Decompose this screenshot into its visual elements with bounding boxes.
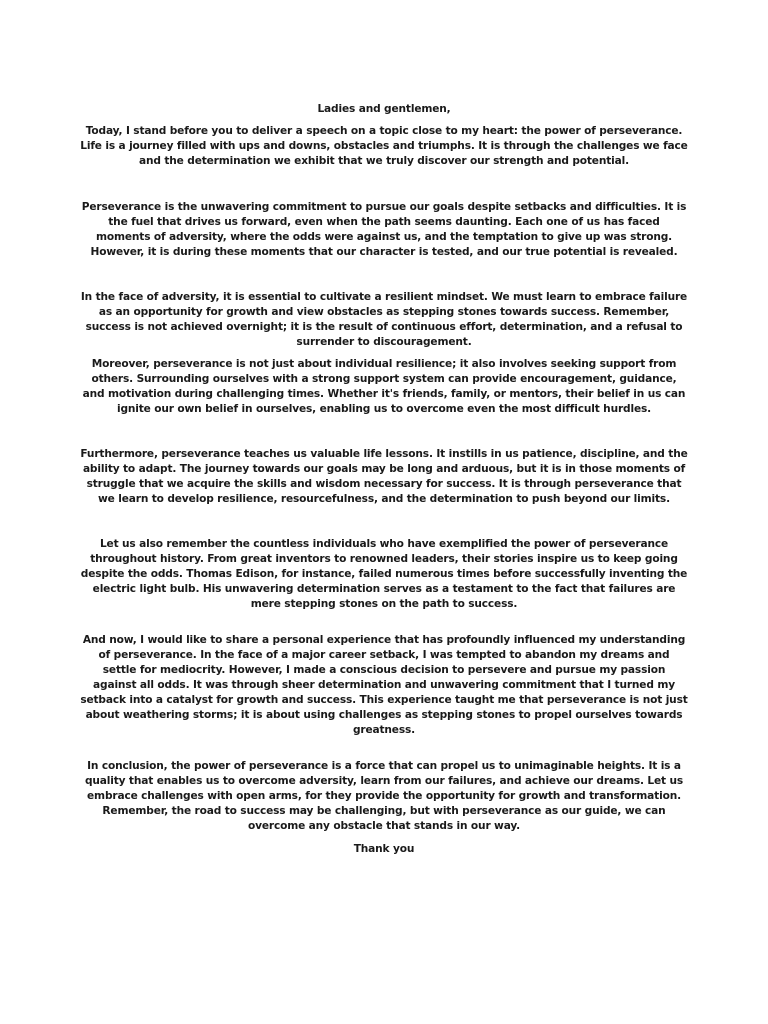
speech-paragraph-4: Moreover, perseverance is not just about individual resilience; it also involves seeking support from others. Surrounding ourselves with a strong support system can provide encouragement, guidance, and motivation during challenging times. Whether it's friends, family, or mentors, their belief in us can ignite our own belief in ourselves, enabling us to overcome even the most difficult hurdles. [82,358,686,415]
speech-paragraph-2: Perseverance is the unwavering commitment to pursue our goals despite setbacks and difficulties. It is the fuel that drives us forward, even when the path seems daunting. Each one of us has faced moments of adversity, where the odds were against us, and the temptation to give up was strong. However, it is during these moments that our character is tested, and our true potential is revealed. [81,201,687,258]
speech-paragraph-7: And now, I would like to share a personal experience that has profoundly influenced my understanding of perseverance. In the face of a major career setback, I was tempted to abandon my dreams and settle for mediocrity. However, I made a conscious decision to persevere and pursue my passion against all odds. It was through sheer determination and unwavering commitment that I turned my setback into a catalyst for growth and success. This experience taught me that perseverance is not just about weathering storms; it is about using challenges as stepping stones to propel ourselves towards greatness. [80,634,688,736]
speech-salutation: Ladies and gentlemen, [317,103,451,115]
speech-closing: Thank you [353,843,415,855]
speech-paragraph-8: In conclusion, the power of perseverance is a force that can propel us to unimaginable heights. It is a quality that enables us to overcome adversity, learn from our failures, and achieve our dreams. Let us embrace challenges with open arms, for they provide the opportunity for growth and transformation. Remember, the road to success may be challenging, but with perseverance as our guide, we can overcome any obstacle that stands in our way. [84,760,684,832]
speech-paragraph-6: Let us also remember the countless individuals who have exemplified the power of perseverance throughout history. From great inventors to renowned leaders, their stories inspire us to keep going despite the odds. Thomas Edison, for instance, failed numerous times before successfully inventing the electric light bulb. His unwavering determination serves as a testament to the fact that failures are mere stepping stones on the path to success. [80,538,688,610]
speech-paragraph-5: Furthermore, perseverance teaches us valuable life lessons. It instills in us patience, discipline, and the ability to adapt. The journey towards our goals may be long and arduous, but it is in those moments of struggle that we acquire the skills and wisdom necessary for success. It is through perseverance that we learn to develop resilience, resourcefulness, and the determination to push beyond our limits. [80,448,688,505]
speech-paragraph-1: Today, I stand before you to deliver a speech on a topic close to my heart: the power of perseverance. Life is a journey filled with ups and downs, obstacles and triumphs. It is through the challenges we face and the determination we exhibit that we truly discover our strength and potential. [80,125,688,167]
speech-paragraph-3: In the face of adversity, it is essential to cultivate a resilient mindset. We must learn to embrace failure as an opportunity for growth and view obstacles as stepping stones towards success. Remember, success is not achieved overnight; it is the result of continuous effort, determination, and a refusal to surrender to discouragement. [80,291,688,348]
